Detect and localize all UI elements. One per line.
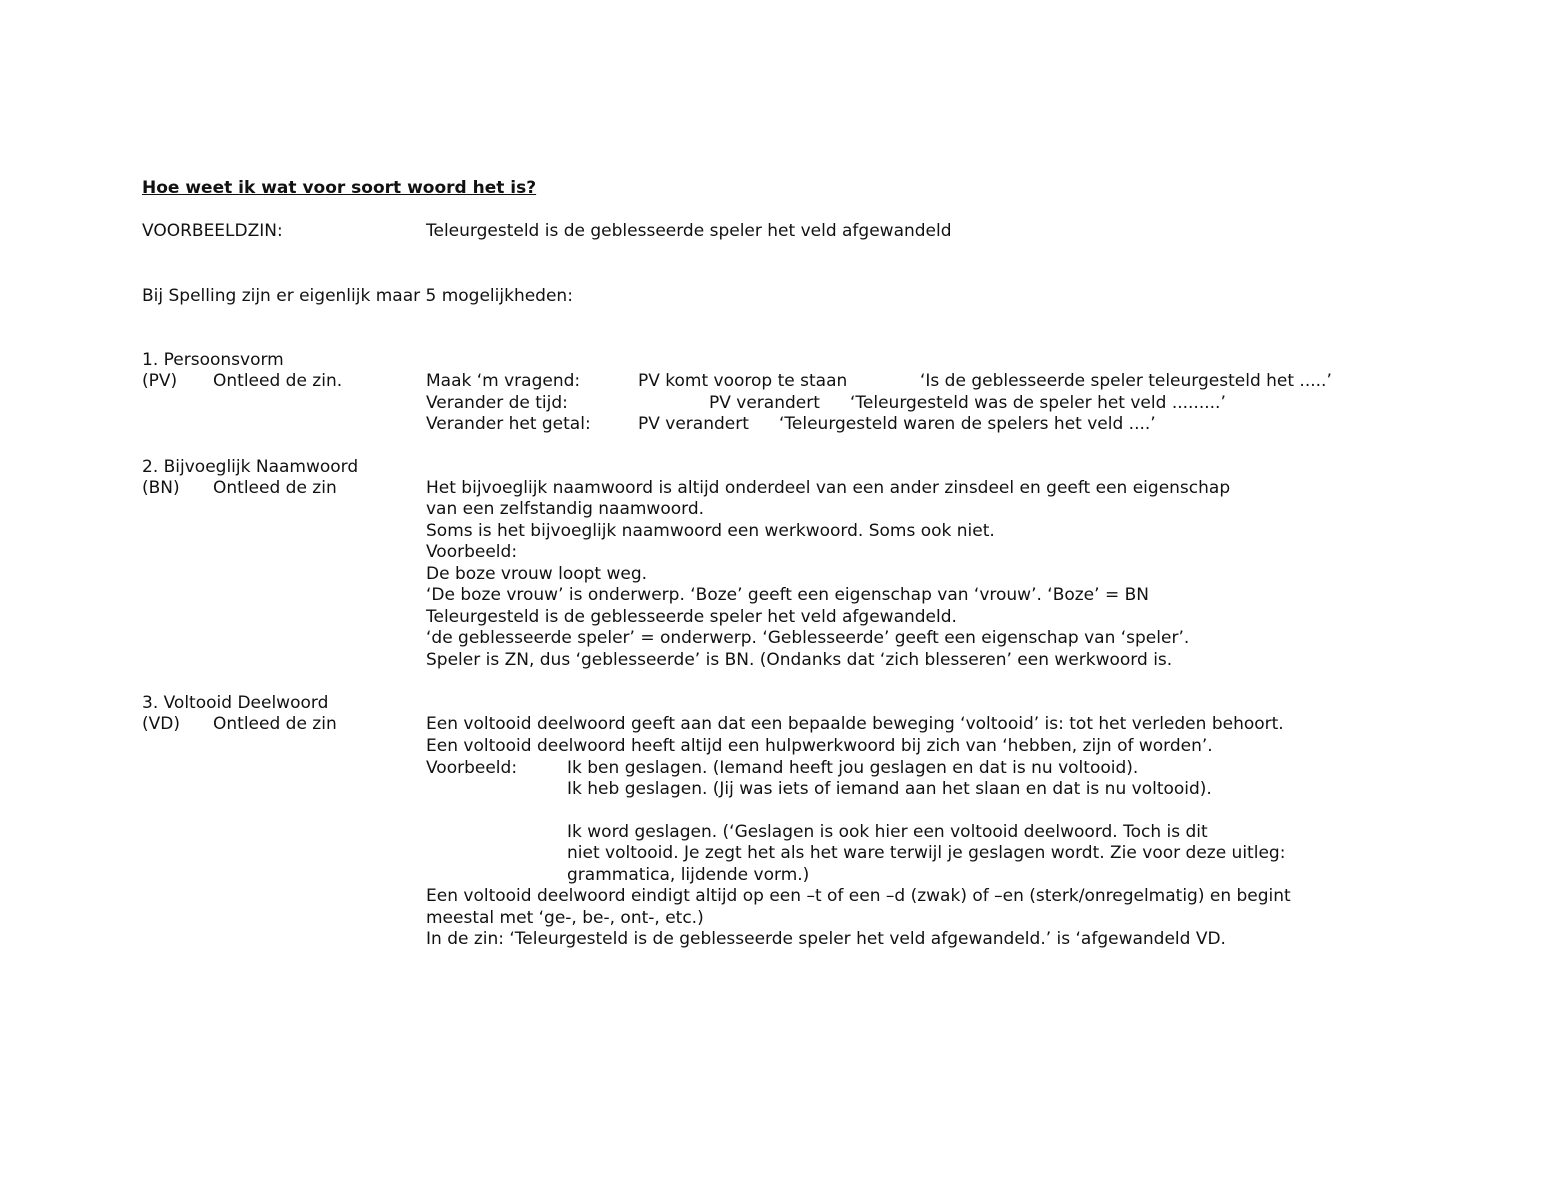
pv-row-effect: PV verandert xyxy=(638,414,749,434)
bn-line: ‘de geblesseerde speler’ = onderwerp. ‘Geblesseerde’ geeft een eigenschap van ‘speler’. xyxy=(426,628,1190,648)
pv-row-action: Maak ‘m vragend: xyxy=(426,371,581,391)
bn-line: Soms is het bijvoeglijk naamwoord een werkwoord. Soms ook niet. xyxy=(426,521,995,541)
pv-row-effect: PV verandert xyxy=(709,393,820,413)
pv-row-example: ‘Teleurgesteld waren de spelers het veld ....’ xyxy=(779,414,1156,434)
vd-abbr: (VD) xyxy=(142,714,180,734)
bn-line: Speler is ZN, dus ‘geblesseerde’ is BN. (Ondanks dat ‘zich blesseren’ een werkwoord is. xyxy=(426,650,1173,670)
vd-closing-line: meestal met ‘ge-, be-, ont-, etc.) xyxy=(426,908,704,928)
vd-example-line: Ik ben geslagen. (Iemand heeft jou geslagen en dat is nu voltooid). xyxy=(567,758,1139,778)
bn-abbr: (BN) xyxy=(142,478,180,498)
pv-row-example: ‘Is de geblesseerde speler teleurgesteld het .....’ xyxy=(920,371,1332,391)
pv-row-example: ‘Teleurgesteld was de speler het veld .........’ xyxy=(850,393,1226,413)
vd-example-line: Ik word geslagen. (‘Geslagen is ook hier een voltooid deelwoord. Toch is dit xyxy=(567,822,1208,842)
example-label: VOORBEELDZIN: xyxy=(142,221,283,241)
bn-line: ‘De boze vrouw’ is onderwerp. ‘Boze’ geeft een eigenschap van ‘vrouw’. ‘Boze’ = BN xyxy=(426,585,1149,605)
bn-line: De boze vrouw loopt weg. xyxy=(426,564,648,584)
vd-line: Een voltooid deelwoord heeft altijd een hulpwerkwoord bij zich van ‘hebben, zijn of worden’. xyxy=(426,736,1213,756)
vd-example-line: niet voltooid. Je zegt het als het ware terwijl je geslagen wordt. Zie voor deze uitleg: xyxy=(567,843,1286,863)
intro-text: Bij Spelling zijn er eigenlijk maar 5 mogelijkheden: xyxy=(142,286,573,306)
pv-row-action: Verander het getal: xyxy=(426,414,591,434)
bn-heading: 2. Bijvoeglijk Naamwoord xyxy=(142,457,359,477)
vd-line: Een voltooid deelwoord geeft aan dat een bepaalde beweging ‘voltooid’ is: tot het verleden behoort. xyxy=(426,714,1284,734)
bn-line: Teleurgesteld is de geblesseerde speler het veld afgewandeld. xyxy=(426,607,957,627)
pv-instruction: Ontleed de zin. xyxy=(213,371,343,391)
vd-example-line: grammatica, lijdende vorm.) xyxy=(567,865,810,885)
vd-example-line: Ik heb geslagen. (Jij was iets of iemand aan het slaan en dat is nu voltooid). xyxy=(567,779,1212,799)
page-title: Hoe weet ik wat voor soort woord het is? xyxy=(142,178,537,198)
pv-row-effect: PV komt voorop te staan xyxy=(638,371,848,391)
bn-line: Voorbeeld: xyxy=(426,542,518,562)
bn-instruction: Ontleed de zin xyxy=(213,478,337,498)
vd-closing-line: Een voltooid deelwoord eindigt altijd op een –t of een –d (zwak) of –en (sterk/onregelmatig) en begint xyxy=(426,886,1291,906)
bn-line: Het bijvoeglijk naamwoord is altijd onderdeel van een ander zinsdeel en geeft een eigenschap xyxy=(426,478,1231,498)
vd-heading: 3. Voltooid Deelwoord xyxy=(142,693,329,713)
example-sentence: Teleurgesteld is de geblesseerde speler het veld afgewandeld xyxy=(426,221,952,241)
vd-instruction: Ontleed de zin xyxy=(213,714,337,734)
pv-heading: 1. Persoonsvorm xyxy=(142,350,284,370)
pv-abbr: (PV) xyxy=(142,371,178,391)
vd-example-label: Voorbeeld: xyxy=(426,758,518,778)
vd-closing-line: In de zin: ‘Teleurgesteld is de geblesseerde speler het veld afgewandeld.’ is ‘afgewandeld VD. xyxy=(426,929,1226,949)
bn-line: van een zelfstandig naamwoord. xyxy=(426,499,705,519)
pv-row-action: Verander de tijd: xyxy=(426,393,568,413)
